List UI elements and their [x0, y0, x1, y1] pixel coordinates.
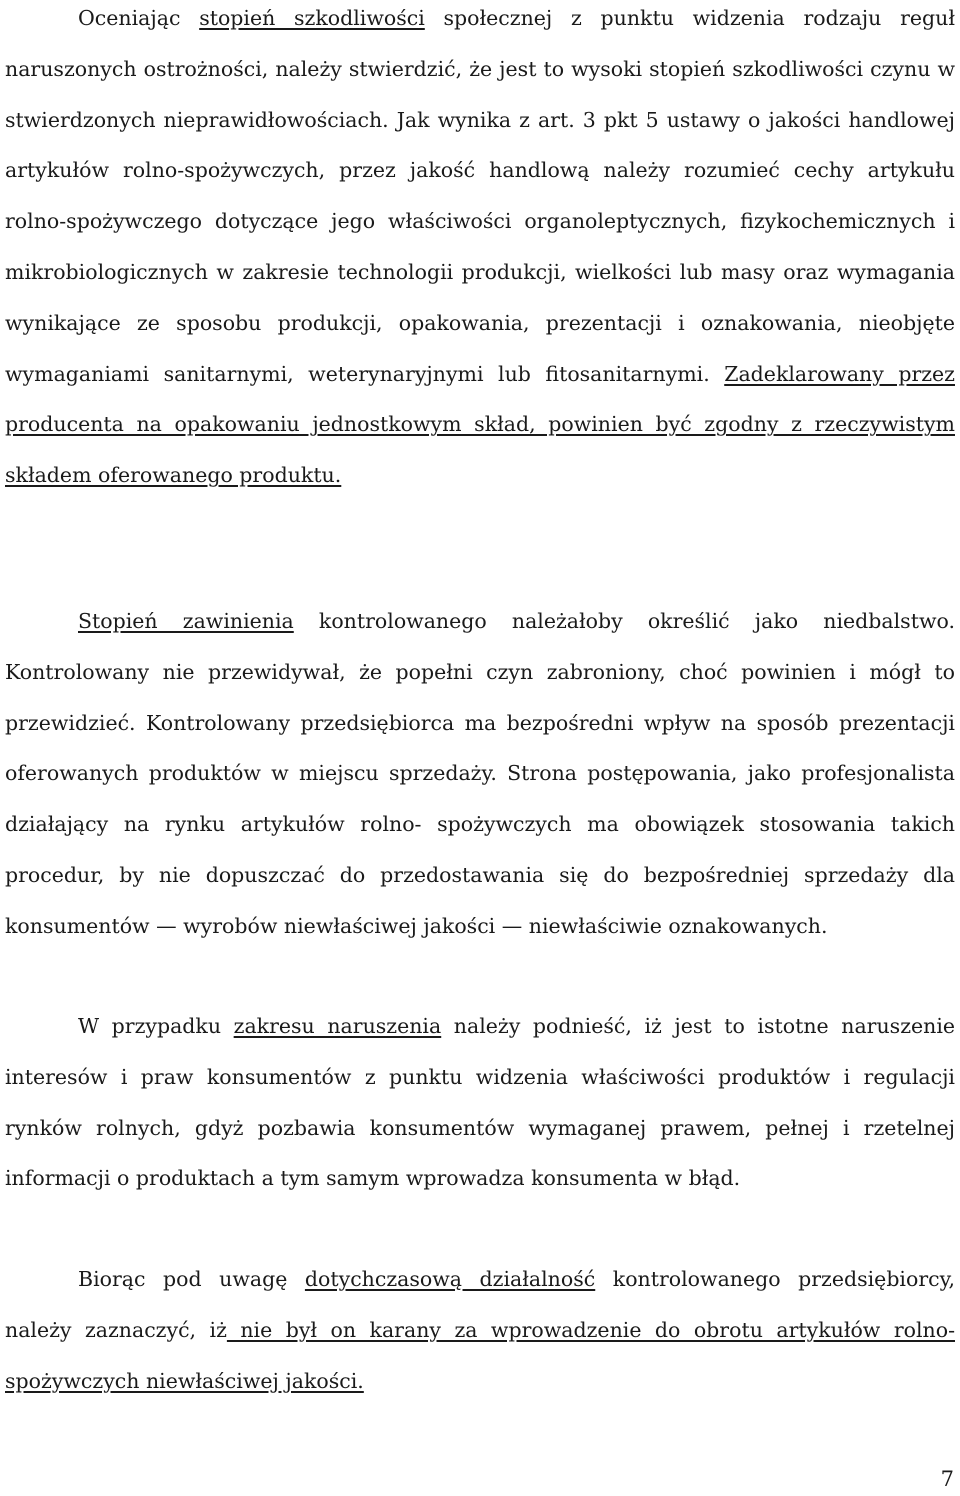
- text-run: społecznej z punktu widzenia rodzaju reguł naruszonych ostrożności, należy stwierdzić, że jest to wysoki stopień szkodliwości czynu w stwierdzonych nieprawidłowościach. Jak wynika z art. 3 pkt 5 ustawy o jakości handlowej artykułów rolno-spożywczych, przez jakość handlową należy rozumieć cechy artykułu rolno-spożywczego dotyczące jego właściwości organoleptycznych, fizykochemicznych i mikrobiologicznych w zakresie technologii produkcji, wielkości lub masy oraz wymagania wynikające ze sposobu produkcji, opakowania, prezentacji i oznakowania, nieobjęte wymaganiami sanitarnymi, weterynaryjnymi lub fitosanitarnymi.: [5, 6, 955, 386]
- underlined-phrase: zakresu naruszenia: [233, 1014, 442, 1038]
- paragraph-prior-activity: [5, 1254, 955, 1406]
- text-run: Oceniając: [78, 6, 200, 30]
- paragraph-culpability: [5, 596, 955, 952]
- underlined-sentence: nie był on karany za wprowadzenie do obrotu artykułów rolno-spożywczych niewłaściwej jakości.: [5, 1317, 955, 1393]
- underlined-phrase: stopień szkodliwości: [199, 6, 425, 30]
- text-run: kontrolowanego przedsiębiorcy, należy zaznaczyć, iż: [5, 1267, 955, 1342]
- underlined-phrase: Stopień zawinienia: [78, 609, 294, 633]
- text-run: należy podnieść, iż jest to istotne naruszenie interesów i praw konsumentów z punktu widzenia właściwości produktów i regulacji rynków rolnych, gdyż pozbawia konsumentów wymaganej prawem, pełnej i rzetelnej informacji o produktach a tym samym wprowadza konsumenta w błąd.: [5, 1014, 956, 1191]
- underlined-phrase: dotychczasową działalność: [304, 1267, 596, 1291]
- text-run: W przypadku: [78, 1014, 234, 1038]
- paragraph-scope: [5, 1001, 955, 1204]
- paragraph-harmfulness: [5, 0, 955, 501]
- text-run: Biorąc pod uwagę: [78, 1267, 305, 1291]
- page-number: 7: [940, 1467, 954, 1491]
- underlined-sentence: Zadeklarowany przez producenta na opakowaniu jednostkowym skład, powinien być zgodny z rzeczywistym składem oferowanego produktu.: [5, 361, 955, 488]
- text-run: kontrolowanego należałoby określić jako niedbalstwo. Kontrolowany nie przewidywał, że popełni czyn zabroniony, choć powinien i mógł to przewidzieć. Kontrolowany przedsiębiorca ma bezpośredni wpływ na sposób prezentacji oferowanych produktów w miejscu sprzedaży. Strona postępowania, jako profesjonalista działający na rynku artykułów rolno- spożywczych ma obowiązek stosowania takich procedur, by nie dopuszczać do przedostawania się do bezpośredniej sprzedaży dla konsumentów — wyrobów niewłaściwej jakości — niewłaściwie oznakowanych.: [5, 609, 955, 938]
